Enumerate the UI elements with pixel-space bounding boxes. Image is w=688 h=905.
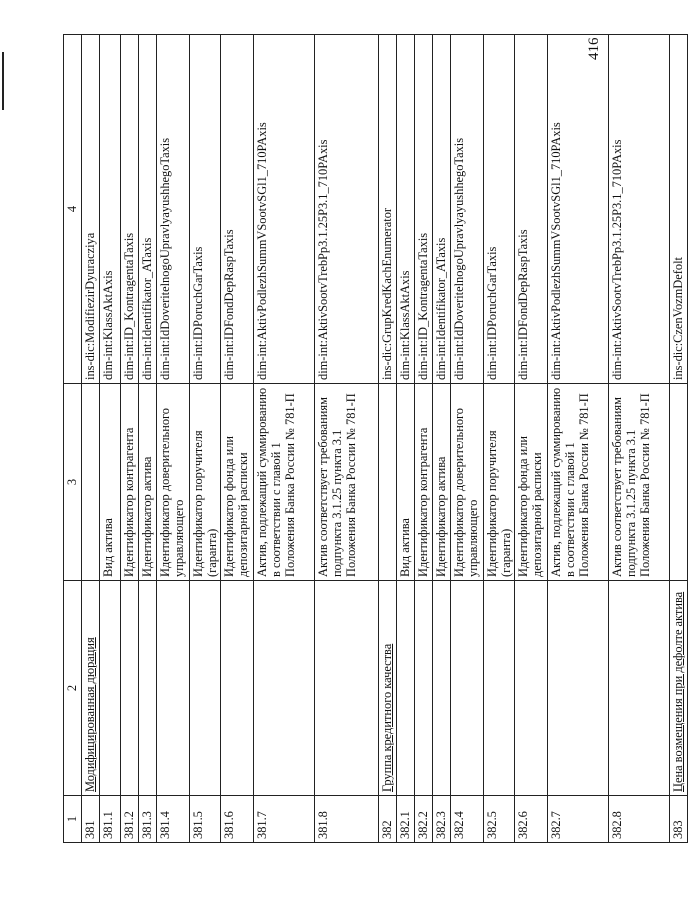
taxonomy-element-cell: dim-int:AktivSootvTrebPp3.1.25P3.1_710PAxis [315,35,379,384]
table-row [157,35,190,843]
row-number-cell: 381 [82,796,100,843]
header-cell: 2 [64,581,82,796]
table-row [121,35,139,843]
dimension-name-cell: Актив, подлежащий суммированию в соответствии с главой 1 Положения Банка России № 781-П [254,384,315,581]
taxonomy-element-cell: dim-int:IDFondDepRaspTaxis [515,35,548,384]
taxonomy-element-cell: dim-int:AktivPodlezhSummVSootvSGl1_710PAxis [548,35,609,384]
dimension-name-cell: Идентификатор поручителя (гаранта) [484,384,515,581]
table-row [484,35,515,843]
indicator-name-cell [254,581,315,796]
indicator-name-cell [157,581,190,796]
taxonomy-element-cell: dim-int:AktivPodlezhSummVSootvSGl1_710PAxis [254,35,315,384]
dimension-name-cell: Актив соответствует требованиям подпункта 3.1.25 пункта 3.1 Положения Банка России № 781-П [315,384,379,581]
indicator-name-cell [484,581,515,796]
header-cell: 4 [64,35,82,384]
dimension-name-cell: Актив, подлежащий суммированию в соответствии с главой 1 Положения Банка России № 781-П [548,384,609,581]
row-number-cell: 381.4 [157,796,190,843]
row-number-cell: 382 [379,796,397,843]
indicator-name-cell [121,581,139,796]
row-number-cell: 381.6 [221,796,254,843]
row-number-cell: 382.4 [451,796,484,843]
dimension-name-cell: Идентификатор контрагента [415,384,433,581]
taxonomy-element-cell: dim-int:KlassAktAxis [100,35,121,384]
indicator-name-cell [670,581,688,796]
dimension-name-cell [82,384,100,581]
table-row [397,35,415,843]
taxonomy-element-cell: ins-dic:GrupKredKachEnumerator [379,35,397,384]
indicator-name-cell [100,581,121,796]
table-row [609,35,670,843]
indicator-name-cell [221,581,254,796]
table-row [221,35,254,843]
dimension-name-cell: Вид актива [397,384,415,581]
indicator-name-text: Цена возмещения при дефолте актива [671,591,685,792]
dimension-name-cell: Идентификатор актива [139,384,157,581]
header-row [64,35,82,843]
table-row [548,35,609,843]
taxonomy-element-cell: dim-int:ID_KontragentaTaxis [415,35,433,384]
row-number-cell: 383 [670,796,688,843]
indicator-name-cell [415,581,433,796]
indicator-name-cell [515,581,548,796]
dimension-name-cell: Идентификатор актива [433,384,451,581]
row-number-cell: 381.3 [139,796,157,843]
row-number-cell: 381.8 [315,796,379,843]
table-row [100,35,121,843]
taxonomy-element-cell: dim-int:IdDoveritelnogoUpravlyayushhegoTaxis [451,35,484,384]
table-row [254,35,315,843]
indicator-name-text: Модифицированная дюрация [83,637,97,792]
row-number-cell: 382.5 [484,796,515,843]
dimension-name-cell: Идентификатор доверительного управляющего [157,384,190,581]
indicator-name-cell [397,581,415,796]
dimension-name-cell [670,384,688,581]
taxonomy-element-cell: dim-int:KlassAktAxis [397,35,415,384]
left-margin-rule [2,52,4,110]
indicator-name-cell [609,581,670,796]
header-cell: 1 [64,796,82,843]
row-number-cell: 382.1 [397,796,415,843]
row-number-cell: 382.3 [433,796,451,843]
row-number-cell: 382.8 [609,796,670,843]
taxonomy-element-cell: dim-int:IDPoruchGarTaxis [484,35,515,384]
dimension-name-cell [379,384,397,581]
rotated-table-container [63,63,685,843]
indicator-name-cell [82,581,100,796]
table-row [670,35,688,843]
indicator-name-cell [451,581,484,796]
taxonomy-element-cell: dim-int:ID_KontragentaTaxis [121,35,139,384]
dimension-name-cell: Вид актива [100,384,121,581]
indicator-name-text: Группа кредитного качества [380,643,394,792]
row-number-cell: 382.7 [548,796,609,843]
table-row [190,35,221,843]
indicator-name-cell [190,581,221,796]
taxonomy-element-cell: dim-int:IdDoveritelnogoUpravlyayushhegoTaxis [157,35,190,384]
header-cell: 3 [64,384,82,581]
indicator-name-cell [433,581,451,796]
dimension-name-cell: Идентификатор доверительного управляющего [451,384,484,581]
table-row [433,35,451,843]
table-row [451,35,484,843]
dimension-name-cell: Идентификатор поручителя (гаранта) [190,384,221,581]
row-number-cell: 382.6 [515,796,548,843]
row-number-cell: 382.2 [415,796,433,843]
page-number: 416 [586,37,602,60]
table-row [82,35,100,843]
row-number-cell: 381.2 [121,796,139,843]
taxonomy-element-cell: dim-int:IDPoruchGarTaxis [190,35,221,384]
taxonomy-element-cell: ins-dic:CzenVozmDefolt [670,35,688,384]
indicator-name-cell [139,581,157,796]
taxonomy-element-cell: dim-int:Identifikator_ATaxis [433,35,451,384]
dimension-name-cell: Актив соответствует требованиям подпункта 3.1.25 пункта 3.1 Положения Банка России № 781-П [609,384,670,581]
dimension-name-cell: Идентификатор контрагента [121,384,139,581]
table-row [515,35,548,843]
table-row [415,35,433,843]
taxonomy-element-cell: dim-int:IDFondDepRaspTaxis [221,35,254,384]
row-number-cell: 381.7 [254,796,315,843]
table-row [379,35,397,843]
taxonomy-element-cell: dim-int:AktivSootvTrebPp3.1.25P3.1_710PAxis [609,35,670,384]
table-row [315,35,379,843]
table-row [139,35,157,843]
taxonomy-table [63,34,688,843]
indicator-name-cell [379,581,397,796]
indicator-name-cell [315,581,379,796]
taxonomy-element-cell: dim-int:Identifikator_ATaxis [139,35,157,384]
indicator-name-cell [548,581,609,796]
dimension-name-cell: Идентификатор фонда или депозитарной расписки [515,384,548,581]
row-number-cell: 381.1 [100,796,121,843]
taxonomy-element-cell: ins-dic:ModifiezirDyuracziya [82,35,100,384]
dimension-name-cell: Идентификатор фонда или депозитарной расписки [221,384,254,581]
row-number-cell: 381.5 [190,796,221,843]
